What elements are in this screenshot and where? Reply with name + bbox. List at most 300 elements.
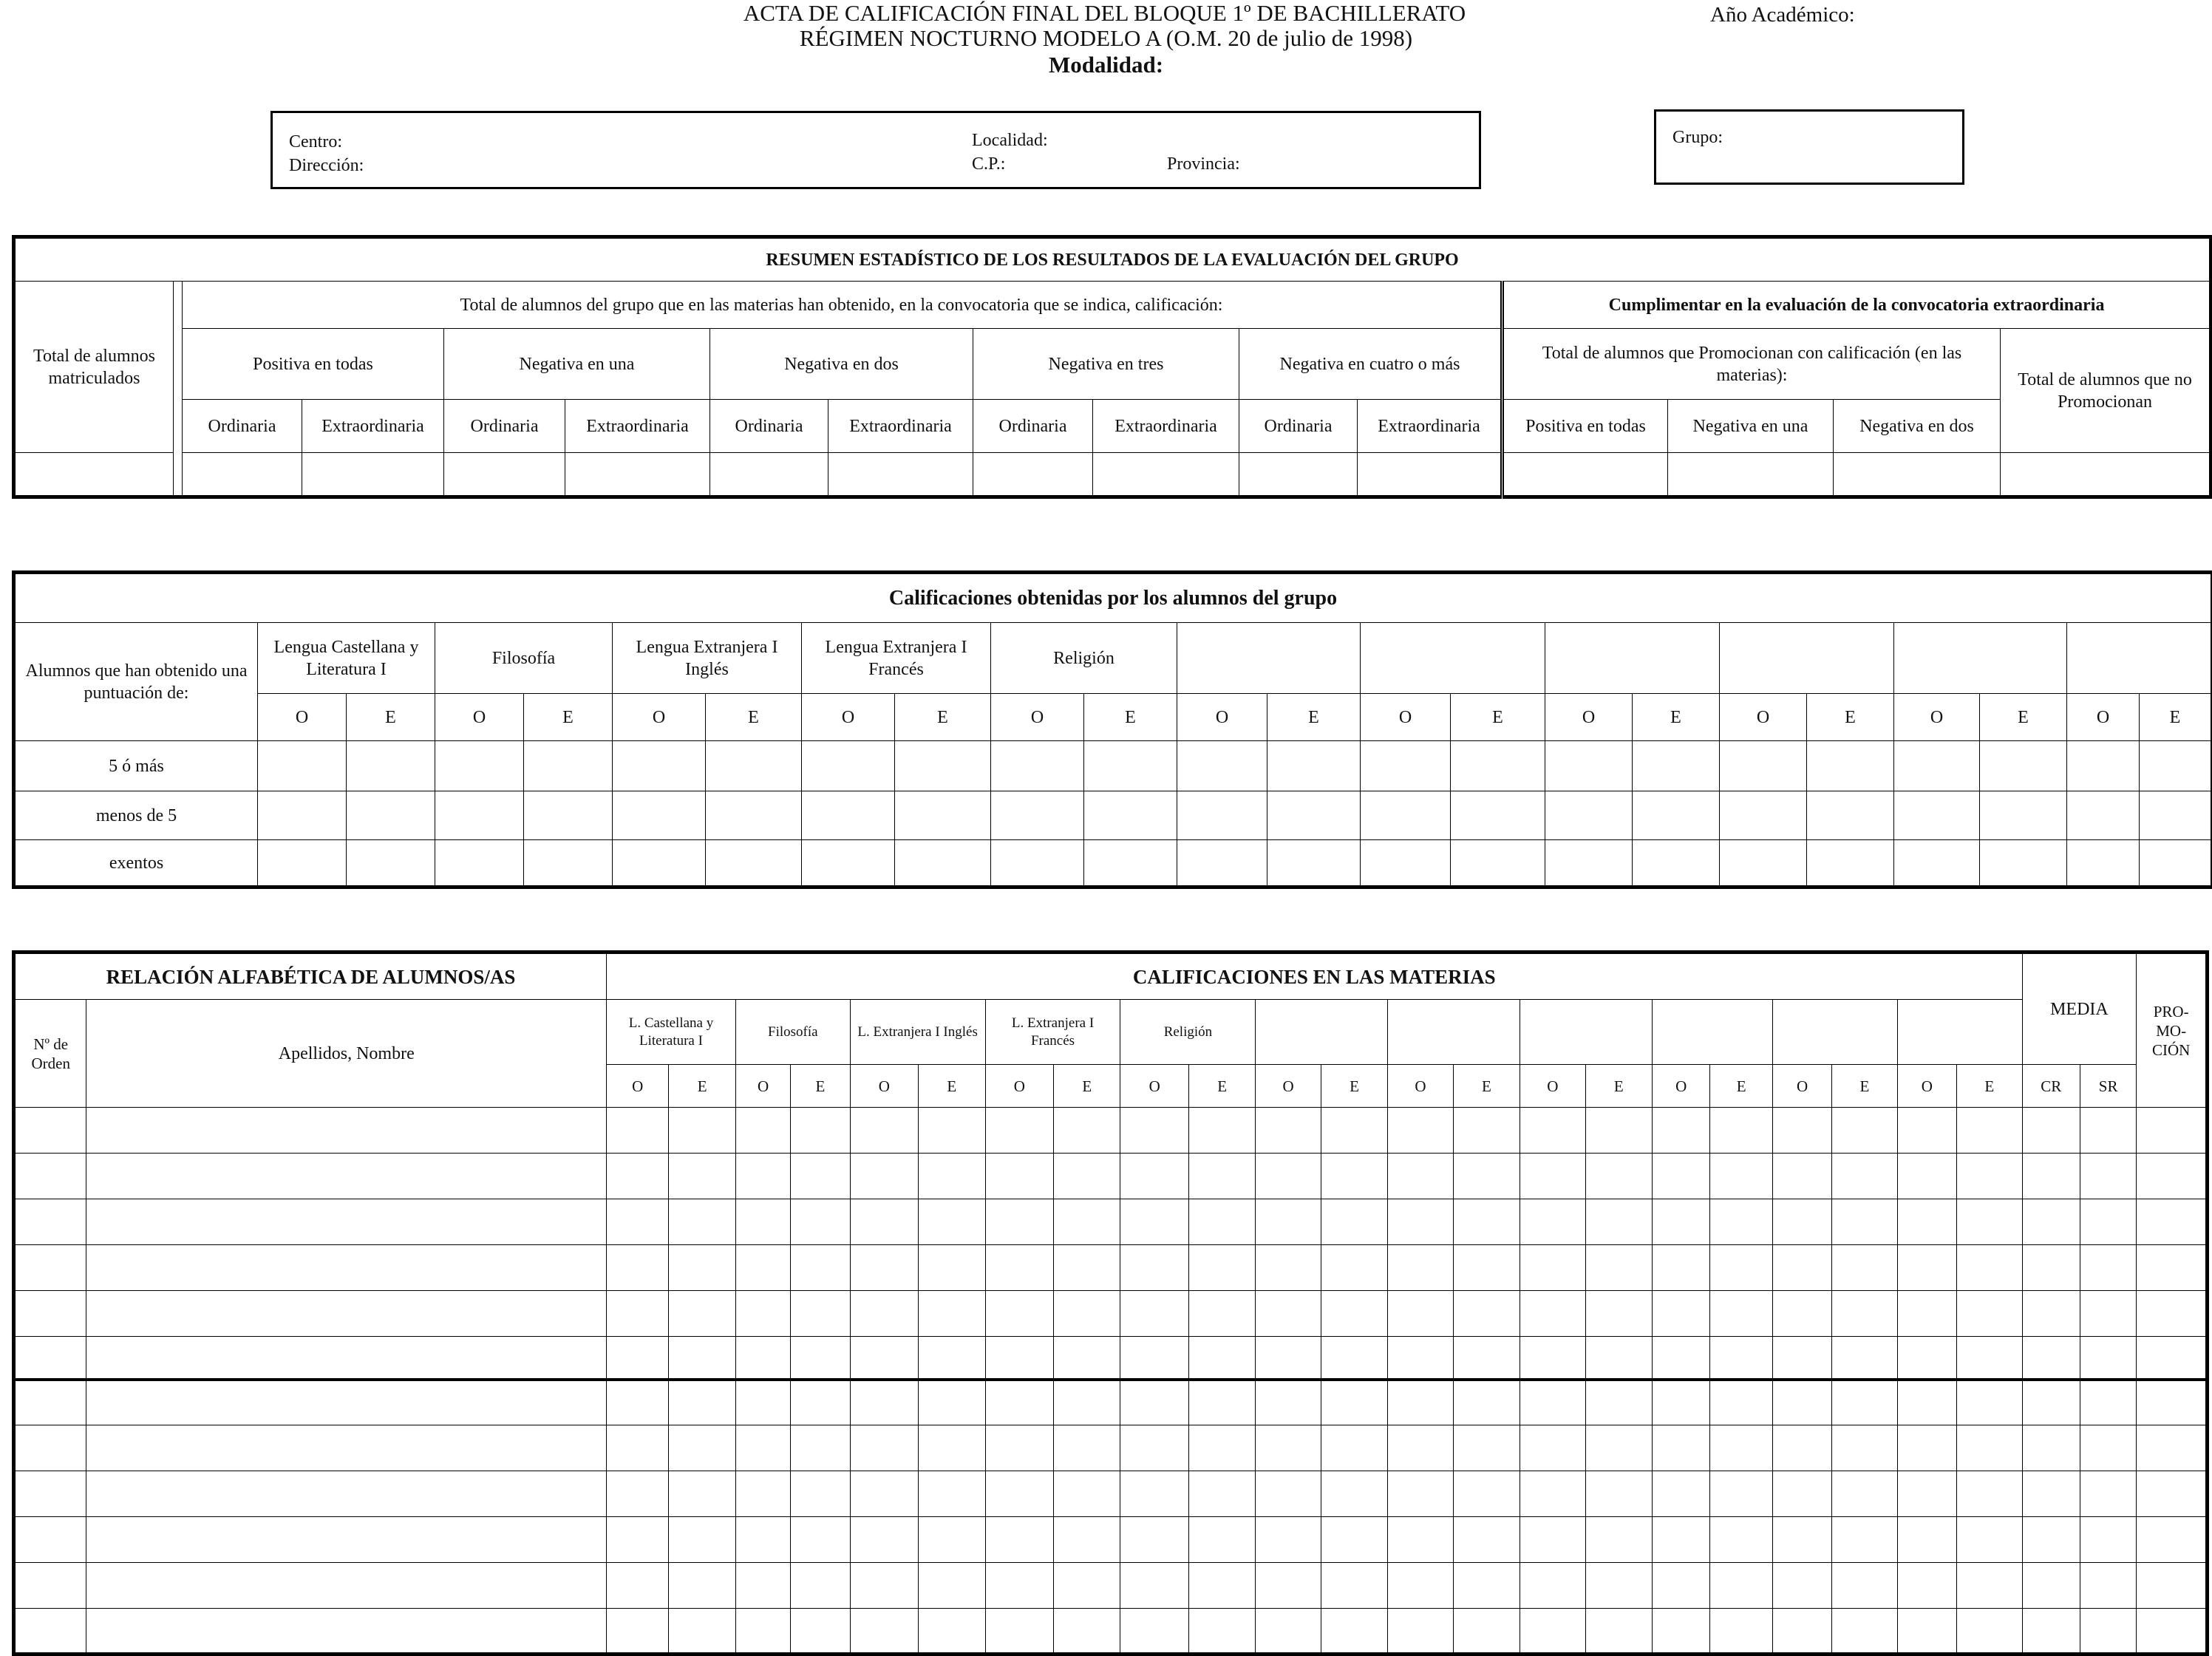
- grade-cell[interactable]: [1772, 1108, 1831, 1154]
- promocion-cell[interactable]: [2137, 1425, 2208, 1471]
- grade-cell[interactable]: [258, 741, 347, 791]
- grade-cell[interactable]: [985, 1199, 1053, 1245]
- media-cell[interactable]: [2080, 1563, 2136, 1609]
- grade-cell[interactable]: [2067, 791, 2140, 840]
- media-cell[interactable]: [2080, 1199, 2136, 1245]
- grade-cell[interactable]: [1980, 840, 2067, 887]
- grade-cell[interactable]: [1720, 840, 1807, 887]
- grade-cell[interactable]: [607, 1245, 669, 1291]
- grade-cell[interactable]: [735, 1517, 790, 1563]
- grade-cell[interactable]: [1188, 1517, 1255, 1563]
- grade-cell[interactable]: [1897, 1380, 1956, 1425]
- grade-cell[interactable]: [1453, 1517, 1520, 1563]
- grade-cell[interactable]: [2140, 791, 2212, 840]
- grade-cell[interactable]: [791, 1563, 850, 1609]
- grade-cell[interactable]: [613, 741, 706, 791]
- orden-cell[interactable]: [14, 1425, 86, 1471]
- media-cell[interactable]: [2022, 1517, 2080, 1563]
- grade-cell[interactable]: [1832, 1517, 1897, 1563]
- grade-cell[interactable]: [1520, 1609, 1585, 1655]
- grade-cell[interactable]: [1453, 1199, 1520, 1245]
- grade-cell[interactable]: [1054, 1563, 1120, 1609]
- grade-cell[interactable]: [1897, 1609, 1956, 1655]
- grade-cell[interactable]: [1897, 1154, 1956, 1199]
- grade-cell[interactable]: [1585, 1108, 1652, 1154]
- grade-cell[interactable]: [1897, 1563, 1956, 1609]
- media-cell[interactable]: [2080, 1337, 2136, 1380]
- grade-cell[interactable]: [791, 1108, 850, 1154]
- grade-cell[interactable]: [1520, 1291, 1585, 1337]
- grade-cell[interactable]: [1710, 1199, 1772, 1245]
- grade-cell[interactable]: [435, 741, 524, 791]
- grade-cell[interactable]: [985, 1471, 1053, 1517]
- grade-cell[interactable]: [1832, 1337, 1897, 1380]
- grade-cell[interactable]: [1585, 1517, 1652, 1563]
- grade-cell[interactable]: [735, 1471, 790, 1517]
- orden-cell[interactable]: [14, 1517, 86, 1563]
- resumen-cell[interactable]: [710, 453, 828, 497]
- nombre-cell[interactable]: [86, 1337, 607, 1380]
- grade-cell[interactable]: [1520, 1563, 1585, 1609]
- resumen-cell[interactable]: [302, 453, 444, 497]
- grade-cell[interactable]: [1653, 1471, 1710, 1517]
- grade-cell[interactable]: [850, 1517, 918, 1563]
- grade-cell[interactable]: [1321, 1471, 1387, 1517]
- grade-cell[interactable]: [850, 1199, 918, 1245]
- grade-cell[interactable]: [919, 1154, 985, 1199]
- grade-cell[interactable]: [607, 1425, 669, 1471]
- grade-cell[interactable]: [1054, 1425, 1120, 1471]
- grade-cell[interactable]: [1897, 1199, 1956, 1245]
- grade-cell[interactable]: [791, 1425, 850, 1471]
- media-cell[interactable]: [2022, 1291, 2080, 1337]
- grade-cell[interactable]: [791, 1471, 850, 1517]
- grade-cell[interactable]: [919, 1199, 985, 1245]
- grade-cell[interactable]: [1188, 1471, 1255, 1517]
- grade-cell[interactable]: [895, 791, 991, 840]
- grade-cell[interactable]: [895, 741, 991, 791]
- grade-cell[interactable]: [1772, 1154, 1831, 1199]
- grade-cell[interactable]: [1653, 1245, 1710, 1291]
- grade-cell[interactable]: [1256, 1517, 1321, 1563]
- grade-cell[interactable]: [1832, 1154, 1897, 1199]
- grade-cell[interactable]: [1321, 1337, 1387, 1380]
- grade-cell[interactable]: [1267, 791, 1361, 840]
- orden-cell[interactable]: [14, 1154, 86, 1199]
- grade-cell[interactable]: [1585, 1609, 1652, 1655]
- grade-cell[interactable]: [1321, 1425, 1387, 1471]
- grade-cell[interactable]: [1388, 1199, 1453, 1245]
- media-cell[interactable]: [2080, 1108, 2136, 1154]
- grade-cell[interactable]: [607, 1337, 669, 1380]
- grade-cell[interactable]: [1388, 1291, 1453, 1337]
- grade-cell[interactable]: [1832, 1291, 1897, 1337]
- grade-cell[interactable]: [1453, 1380, 1520, 1425]
- grade-cell[interactable]: [1585, 1199, 1652, 1245]
- grade-cell[interactable]: [1710, 1108, 1772, 1154]
- promocion-cell[interactable]: [2137, 1380, 2208, 1425]
- grade-cell[interactable]: [1897, 1108, 1956, 1154]
- grade-cell[interactable]: [1256, 1291, 1321, 1337]
- grade-cell[interactable]: [850, 1425, 918, 1471]
- grade-cell[interactable]: [1054, 1154, 1120, 1199]
- grade-cell[interactable]: [613, 840, 706, 887]
- nombre-cell[interactable]: [86, 1245, 607, 1291]
- grade-cell[interactable]: [669, 1609, 735, 1655]
- grade-cell[interactable]: [1256, 1471, 1321, 1517]
- grade-cell[interactable]: [1897, 1291, 1956, 1337]
- grade-cell[interactable]: [1710, 1471, 1772, 1517]
- promocion-cell[interactable]: [2137, 1337, 2208, 1380]
- grade-cell[interactable]: [1188, 1108, 1255, 1154]
- grade-cell[interactable]: [735, 1609, 790, 1655]
- promo-cell[interactable]: [1668, 453, 1834, 497]
- grade-cell[interactable]: [1451, 791, 1545, 840]
- grade-cell[interactable]: [791, 1154, 850, 1199]
- grade-cell[interactable]: [1957, 1154, 2022, 1199]
- resumen-cell[interactable]: [565, 453, 710, 497]
- grade-cell[interactable]: [1585, 1291, 1652, 1337]
- grade-cell[interactable]: [985, 1609, 1053, 1655]
- grade-cell[interactable]: [1120, 1337, 1188, 1380]
- grade-cell[interactable]: [1710, 1154, 1772, 1199]
- nombre-cell[interactable]: [86, 1199, 607, 1245]
- nombre-cell[interactable]: [86, 1563, 607, 1609]
- grade-cell[interactable]: [1453, 1425, 1520, 1471]
- grade-cell[interactable]: [1653, 1108, 1710, 1154]
- grade-cell[interactable]: [1256, 1154, 1321, 1199]
- resumen-cell[interactable]: [183, 453, 302, 497]
- orden-cell[interactable]: [14, 1337, 86, 1380]
- orden-cell[interactable]: [14, 1199, 86, 1245]
- grade-cell[interactable]: [1585, 1425, 1652, 1471]
- grade-cell[interactable]: [1710, 1609, 1772, 1655]
- grade-cell[interactable]: [1520, 1199, 1585, 1245]
- grade-cell[interactable]: [1832, 1609, 1897, 1655]
- grade-cell[interactable]: [1120, 1425, 1188, 1471]
- grade-cell[interactable]: [1188, 1425, 1255, 1471]
- grade-cell[interactable]: [1188, 1291, 1255, 1337]
- media-cell[interactable]: [2022, 1199, 2080, 1245]
- grade-cell[interactable]: [1388, 1245, 1453, 1291]
- grade-cell[interactable]: [895, 840, 991, 887]
- grade-cell[interactable]: [669, 1337, 735, 1380]
- nombre-cell[interactable]: [86, 1380, 607, 1425]
- grade-cell[interactable]: [1633, 741, 1720, 791]
- grade-cell[interactable]: [1054, 1199, 1120, 1245]
- grade-cell[interactable]: [735, 1337, 790, 1380]
- grade-cell[interactable]: [1321, 1563, 1387, 1609]
- promocion-cell[interactable]: [2137, 1199, 2208, 1245]
- promocion-cell[interactable]: [2137, 1517, 2208, 1563]
- grade-cell[interactable]: [1054, 1517, 1120, 1563]
- grade-cell[interactable]: [607, 1517, 669, 1563]
- grade-cell[interactable]: [1267, 840, 1361, 887]
- grade-cell[interactable]: [1957, 1245, 2022, 1291]
- grade-cell[interactable]: [347, 791, 435, 840]
- grade-cell[interactable]: [1256, 1337, 1321, 1380]
- grade-cell[interactable]: [1453, 1337, 1520, 1380]
- media-cell[interactable]: [2080, 1380, 2136, 1425]
- grade-cell[interactable]: [1188, 1154, 1255, 1199]
- grade-cell[interactable]: [802, 840, 895, 887]
- grade-cell[interactable]: [1520, 1245, 1585, 1291]
- media-cell[interactable]: [2080, 1154, 2136, 1199]
- grade-cell[interactable]: [985, 1154, 1053, 1199]
- grade-cell[interactable]: [735, 1291, 790, 1337]
- grade-cell[interactable]: [1832, 1380, 1897, 1425]
- grade-cell[interactable]: [1120, 1517, 1188, 1563]
- grade-cell[interactable]: [1054, 1471, 1120, 1517]
- grade-cell[interactable]: [669, 1471, 735, 1517]
- grade-cell[interactable]: [1980, 791, 2067, 840]
- nombre-cell[interactable]: [86, 1517, 607, 1563]
- grade-cell[interactable]: [1710, 1337, 1772, 1380]
- grade-cell[interactable]: [1453, 1609, 1520, 1655]
- grade-cell[interactable]: [1710, 1380, 1772, 1425]
- grade-cell[interactable]: [1321, 1609, 1387, 1655]
- grade-cell[interactable]: [1710, 1425, 1772, 1471]
- grade-cell[interactable]: [850, 1154, 918, 1199]
- grade-cell[interactable]: [524, 741, 613, 791]
- grade-cell[interactable]: [1520, 1108, 1585, 1154]
- grade-cell[interactable]: [1188, 1245, 1255, 1291]
- grade-cell[interactable]: [1361, 791, 1451, 840]
- promocion-cell[interactable]: [2137, 1609, 2208, 1655]
- grade-cell[interactable]: [919, 1517, 985, 1563]
- grade-cell[interactable]: [1653, 1337, 1710, 1380]
- grade-cell[interactable]: [1054, 1337, 1120, 1380]
- grade-cell[interactable]: [1653, 1154, 1710, 1199]
- media-cell[interactable]: [2022, 1563, 2080, 1609]
- grade-cell[interactable]: [1177, 741, 1267, 791]
- grade-cell[interactable]: [985, 1291, 1053, 1337]
- grade-cell[interactable]: [1957, 1425, 2022, 1471]
- grade-cell[interactable]: [1120, 1291, 1188, 1337]
- grade-cell[interactable]: [791, 1609, 850, 1655]
- grade-cell[interactable]: [850, 1337, 918, 1380]
- grade-cell[interactable]: [1321, 1517, 1387, 1563]
- grade-cell[interactable]: [1388, 1425, 1453, 1471]
- media-cell[interactable]: [2080, 1291, 2136, 1337]
- promocion-cell[interactable]: [2137, 1291, 2208, 1337]
- grade-cell[interactable]: [1710, 1245, 1772, 1291]
- grade-cell[interactable]: [1177, 791, 1267, 840]
- grade-cell[interactable]: [1653, 1380, 1710, 1425]
- grade-cell[interactable]: [1453, 1154, 1520, 1199]
- grade-cell[interactable]: [607, 1380, 669, 1425]
- promocion-cell[interactable]: [2137, 1154, 2208, 1199]
- grade-cell[interactable]: [985, 1517, 1053, 1563]
- grade-cell[interactable]: [1388, 1563, 1453, 1609]
- orden-cell[interactable]: [14, 1563, 86, 1609]
- grade-cell[interactable]: [1897, 1471, 1956, 1517]
- grade-cell[interactable]: [1772, 1471, 1831, 1517]
- grade-cell[interactable]: [1894, 741, 1980, 791]
- grade-cell[interactable]: [1054, 1380, 1120, 1425]
- grade-cell[interactable]: [1957, 1291, 2022, 1337]
- grade-cell[interactable]: [1585, 1380, 1652, 1425]
- grade-cell[interactable]: [613, 791, 706, 840]
- grade-cell[interactable]: [607, 1108, 669, 1154]
- grade-cell[interactable]: [1957, 1337, 2022, 1380]
- grade-cell[interactable]: [850, 1108, 918, 1154]
- grade-cell[interactable]: [347, 840, 435, 887]
- grade-cell[interactable]: [347, 741, 435, 791]
- grade-cell[interactable]: [791, 1517, 850, 1563]
- grade-cell[interactable]: [607, 1609, 669, 1655]
- grade-cell[interactable]: [1772, 1425, 1831, 1471]
- grade-cell[interactable]: [1807, 840, 1894, 887]
- nombre-cell[interactable]: [86, 1425, 607, 1471]
- grade-cell[interactable]: [1520, 1517, 1585, 1563]
- grade-cell[interactable]: [2067, 840, 2140, 887]
- grade-cell[interactable]: [1653, 1517, 1710, 1563]
- nombre-cell[interactable]: [86, 1609, 607, 1655]
- grade-cell[interactable]: [1653, 1291, 1710, 1337]
- grade-cell[interactable]: [435, 791, 524, 840]
- grade-cell[interactable]: [2140, 840, 2212, 887]
- grade-cell[interactable]: [735, 1563, 790, 1609]
- grade-cell[interactable]: [1321, 1199, 1387, 1245]
- grade-cell[interactable]: [1120, 1380, 1188, 1425]
- grade-cell[interactable]: [706, 791, 802, 840]
- grade-cell[interactable]: [1388, 1337, 1453, 1380]
- grade-cell[interactable]: [791, 1337, 850, 1380]
- grade-cell[interactable]: [524, 840, 613, 887]
- grade-cell[interactable]: [1980, 741, 2067, 791]
- grade-cell[interactable]: [1321, 1380, 1387, 1425]
- grade-cell[interactable]: [791, 1245, 850, 1291]
- grade-cell[interactable]: [1772, 1291, 1831, 1337]
- grade-cell[interactable]: [919, 1337, 985, 1380]
- promo-cell[interactable]: [1503, 453, 1668, 497]
- grade-cell[interactable]: [1256, 1108, 1321, 1154]
- grade-cell[interactable]: [669, 1380, 735, 1425]
- grade-cell[interactable]: [1520, 1154, 1585, 1199]
- grade-cell[interactable]: [1772, 1245, 1831, 1291]
- media-cell[interactable]: [2022, 1425, 2080, 1471]
- grade-cell[interactable]: [1256, 1380, 1321, 1425]
- grade-cell[interactable]: [1710, 1563, 1772, 1609]
- grade-cell[interactable]: [850, 1291, 918, 1337]
- grade-cell[interactable]: [1832, 1471, 1897, 1517]
- grade-cell[interactable]: [1832, 1108, 1897, 1154]
- nombre-cell[interactable]: [86, 1154, 607, 1199]
- grade-cell[interactable]: [1894, 791, 1980, 840]
- grade-cell[interactable]: [1720, 741, 1807, 791]
- grade-cell[interactable]: [1832, 1199, 1897, 1245]
- grade-cell[interactable]: [1545, 840, 1633, 887]
- grade-cell[interactable]: [2140, 741, 2212, 791]
- grade-cell[interactable]: [735, 1380, 790, 1425]
- grade-cell[interactable]: [1388, 1380, 1453, 1425]
- resumen-cell[interactable]: [1239, 453, 1358, 497]
- grade-cell[interactable]: [1188, 1609, 1255, 1655]
- grade-cell[interactable]: [1054, 1245, 1120, 1291]
- grade-cell[interactable]: [985, 1425, 1053, 1471]
- grade-cell[interactable]: [1453, 1245, 1520, 1291]
- grade-cell[interactable]: [1388, 1108, 1453, 1154]
- grade-cell[interactable]: [919, 1471, 985, 1517]
- grade-cell[interactable]: [1388, 1471, 1453, 1517]
- grade-cell[interactable]: [1957, 1517, 2022, 1563]
- orden-cell[interactable]: [14, 1609, 86, 1655]
- grade-cell[interactable]: [669, 1517, 735, 1563]
- grade-cell[interactable]: [850, 1609, 918, 1655]
- grade-cell[interactable]: [1177, 840, 1267, 887]
- grade-cell[interactable]: [735, 1108, 790, 1154]
- grade-cell[interactable]: [1120, 1108, 1188, 1154]
- grade-cell[interactable]: [919, 1245, 985, 1291]
- media-cell[interactable]: [2080, 1517, 2136, 1563]
- grade-cell[interactable]: [669, 1108, 735, 1154]
- grade-cell[interactable]: [1321, 1291, 1387, 1337]
- grade-cell[interactable]: [1084, 741, 1177, 791]
- grade-cell[interactable]: [1772, 1517, 1831, 1563]
- grade-cell[interactable]: [607, 1291, 669, 1337]
- grade-cell[interactable]: [1256, 1609, 1321, 1655]
- media-cell[interactable]: [2022, 1108, 2080, 1154]
- grade-cell[interactable]: [1653, 1425, 1710, 1471]
- grade-cell[interactable]: [1957, 1380, 2022, 1425]
- grade-cell[interactable]: [850, 1471, 918, 1517]
- grade-cell[interactable]: [1772, 1609, 1831, 1655]
- grade-cell[interactable]: [1897, 1337, 1956, 1380]
- grade-cell[interactable]: [1120, 1609, 1188, 1655]
- grade-cell[interactable]: [1894, 840, 1980, 887]
- media-cell[interactable]: [2022, 1154, 2080, 1199]
- grade-cell[interactable]: [1710, 1291, 1772, 1337]
- grade-cell[interactable]: [991, 741, 1084, 791]
- grade-cell[interactable]: [1453, 1471, 1520, 1517]
- grade-cell[interactable]: [1267, 741, 1361, 791]
- grade-cell[interactable]: [1520, 1425, 1585, 1471]
- media-cell[interactable]: [2080, 1471, 2136, 1517]
- grade-cell[interactable]: [735, 1154, 790, 1199]
- grade-cell[interactable]: [919, 1291, 985, 1337]
- resumen-cell[interactable]: [973, 453, 1093, 497]
- grade-cell[interactable]: [985, 1563, 1053, 1609]
- grade-cell[interactable]: [1321, 1154, 1387, 1199]
- grade-cell[interactable]: [802, 741, 895, 791]
- grade-cell[interactable]: [258, 840, 347, 887]
- grade-cell[interactable]: [1388, 1154, 1453, 1199]
- grade-cell[interactable]: [706, 840, 802, 887]
- media-cell[interactable]: [2022, 1337, 2080, 1380]
- promo-cell[interactable]: [1834, 453, 2001, 497]
- promocion-cell[interactable]: [2137, 1471, 2208, 1517]
- grade-cell[interactable]: [669, 1199, 735, 1245]
- grade-cell[interactable]: [1772, 1199, 1831, 1245]
- media-cell[interactable]: [2080, 1609, 2136, 1655]
- grade-cell[interactable]: [1256, 1245, 1321, 1291]
- grade-cell[interactable]: [1054, 1291, 1120, 1337]
- nombre-cell[interactable]: [86, 1291, 607, 1337]
- grade-cell[interactable]: [1653, 1609, 1710, 1655]
- grade-cell[interactable]: [1957, 1563, 2022, 1609]
- grade-cell[interactable]: [607, 1154, 669, 1199]
- grade-cell[interactable]: [1633, 791, 1720, 840]
- grade-cell[interactable]: [985, 1245, 1053, 1291]
- media-cell[interactable]: [2022, 1471, 2080, 1517]
- grade-cell[interactable]: [1388, 1517, 1453, 1563]
- grade-cell[interactable]: [1653, 1563, 1710, 1609]
- grade-cell[interactable]: [985, 1108, 1053, 1154]
- grade-cell[interactable]: [1585, 1471, 1652, 1517]
- no-promo-cell[interactable]: [2001, 453, 2211, 497]
- grade-cell[interactable]: [1585, 1154, 1652, 1199]
